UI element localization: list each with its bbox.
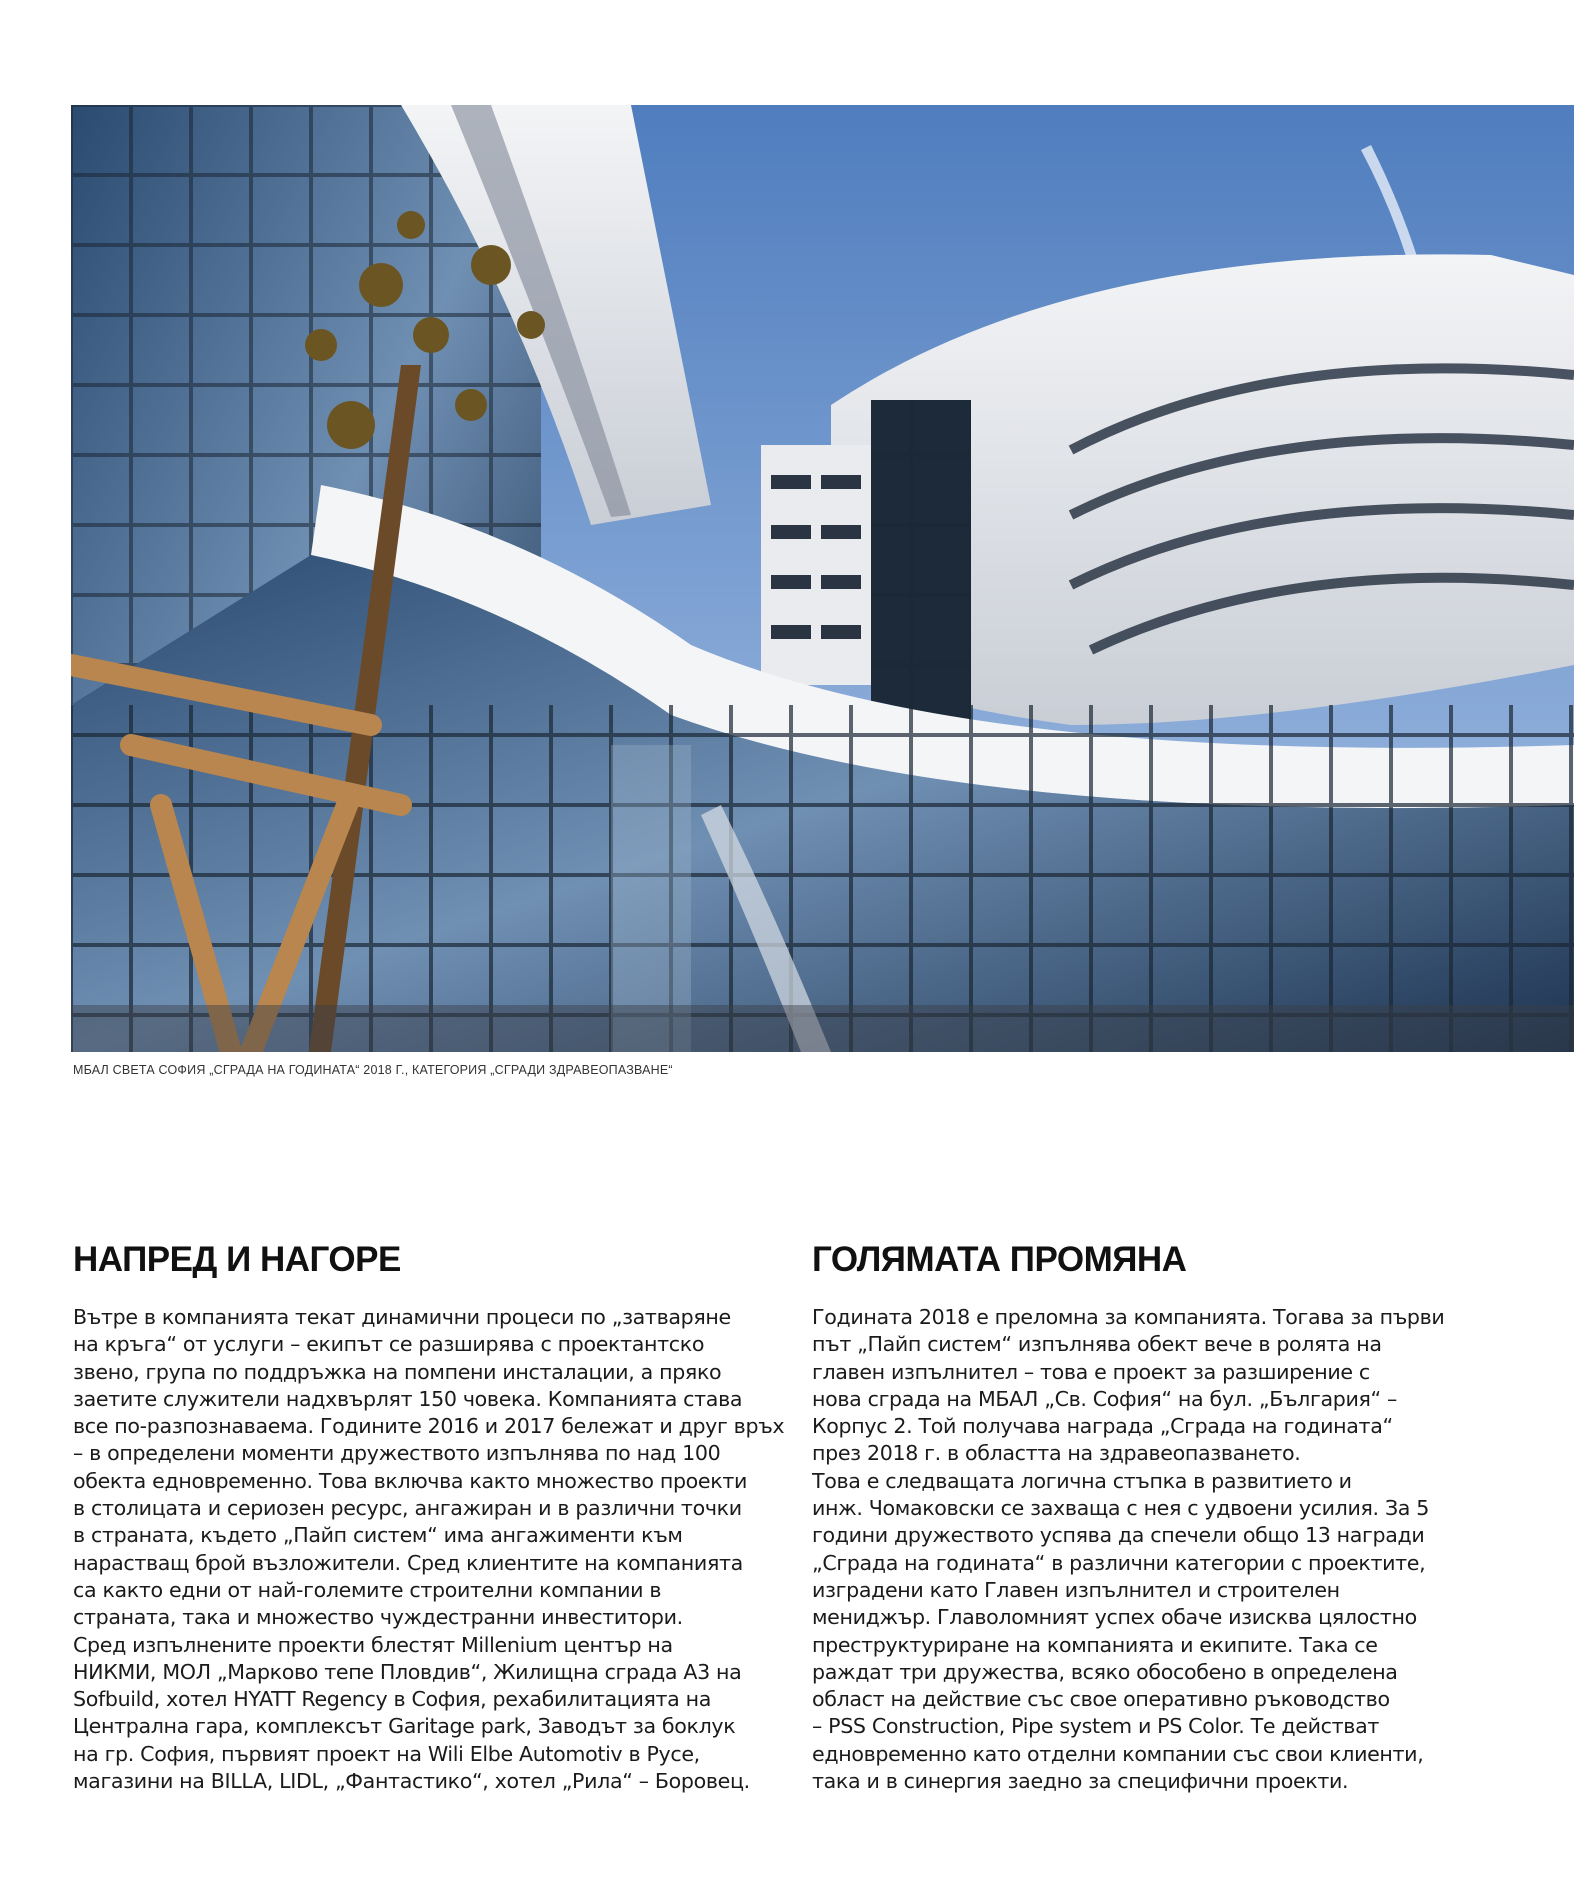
text-line: преструктуриране на компанията и екипите. Така се	[812, 1632, 1378, 1657]
text-line: звено, група по поддръжка на помпени инсталации, а пряко	[73, 1359, 722, 1384]
text-line: магазини на BILLA, LIDL, „Фантастико“, хотел „Рила“ – Боровец.	[73, 1769, 750, 1794]
text-line: нарастващ брой възложители. Сред клиентите на компанията	[73, 1550, 743, 1575]
text-line: – в определени моменти дружеството изпълнява по над 100	[73, 1441, 721, 1466]
text-line: са както едни от най-големите строителни компании в	[73, 1577, 662, 1602]
text-line: нова сграда на МБАЛ „Св. София“ на бул. „България“ –	[812, 1386, 1397, 1411]
text-line: област на действие със свое оперативно ръководство	[812, 1687, 1390, 1712]
text-line: заетите служители надхвърлят 150 човека. Компанията става	[73, 1386, 743, 1411]
text-line: обекта едновременно. Това включва както множество проекти	[73, 1468, 748, 1493]
text-line: в столицата и сериозен ресурс, ангажиран и в различни точки	[73, 1496, 742, 1521]
text-line: на кръга“ от услуги – екипът се разширява с проектантско	[73, 1332, 705, 1357]
section-heading: ГОЛЯМАТА ПРОМЯНА	[812, 1240, 1187, 1279]
text-line: години дружеството успява да спечели общо 13 награди	[812, 1523, 1425, 1548]
section-heading: НАПРЕД И НАГОРЕ	[73, 1240, 401, 1279]
body-paragraph	[812, 1304, 1492, 1795]
text-line: Централна гара, комплексът Garitage park, Заводът за боклук	[73, 1714, 736, 1739]
text-line: изградени като Главен изпълнител и строителен	[812, 1577, 1340, 1602]
text-line: раждат три дружества, всяко обособено в определена	[812, 1659, 1398, 1684]
text-line: страната, така и множество чуждестранни инвеститори.	[73, 1605, 683, 1630]
text-line: Корпус 2. Той получава награда „Сграда на годината“	[812, 1414, 1393, 1439]
text-line: – PSS Construction, Pipe system и PS Color. Те действат	[812, 1714, 1379, 1739]
article-column-left	[73, 1240, 785, 1795]
text-line: Вътре в компанията текат динамични процеси по „затваряне	[73, 1305, 731, 1329]
text-line: едновременно като отделни компании със свои клиенти,	[812, 1741, 1424, 1766]
text-line: все по-разпознаваема. Годините 2016 и 2017 бележат и друг връх	[73, 1414, 785, 1439]
text-line: в страната, където „Пайп систем“ има ангажименти към	[73, 1523, 683, 1548]
text-line: през 2018 г. в областта на здравеопазването.	[812, 1441, 1301, 1466]
text-line: главен изпълнител – това е проект за разширение с	[812, 1359, 1370, 1384]
photo-caption: МБАЛ СВЕТА СОФИЯ „СГРАДА НА ГОДИНАТА“ 2018 Г., КАТЕГОРИЯ „СГРАДИ ЗДРАВЕОПАЗВАНЕ“	[73, 1063, 673, 1077]
text-line: така и в синергия заедно за специфични проекти.	[812, 1769, 1349, 1794]
article-column-right	[812, 1240, 1492, 1795]
text-line: път „Пайп систем“ изпълнява обект вече в ролята на	[812, 1332, 1382, 1357]
building-photo	[71, 105, 1574, 1052]
text-line: НИКМИ, МОЛ „Марково тепе Пловдив“, Жилищна сграда А3 на	[73, 1659, 742, 1684]
building-photo-icon	[71, 105, 1574, 1052]
body-paragraph	[73, 1304, 785, 1795]
text-line: Това е следващата логична стъпка в развитието и	[812, 1468, 1352, 1493]
text-line: инж. Чомаковски се захваща с нея с удвоени усилия. За 5	[812, 1496, 1430, 1521]
text-line: „Сграда на годината“ в различни категории с проектите,	[812, 1550, 1426, 1575]
text-line: мениджър. Главоломният успех обаче изисква цялостно	[812, 1605, 1417, 1630]
text-line: Sofbuild, хотел HYATT Regency в София, рехабилитацията на	[73, 1687, 712, 1712]
text-line: Годината 2018 е преломна за компанията. Тогава за първи	[812, 1305, 1445, 1329]
text-line: Сред изпълнените проекти блестят Millenium център на	[73, 1632, 673, 1657]
text-line: на гр. София, първият проект на Wili Elbe Automotiv в Русе,	[73, 1741, 700, 1766]
